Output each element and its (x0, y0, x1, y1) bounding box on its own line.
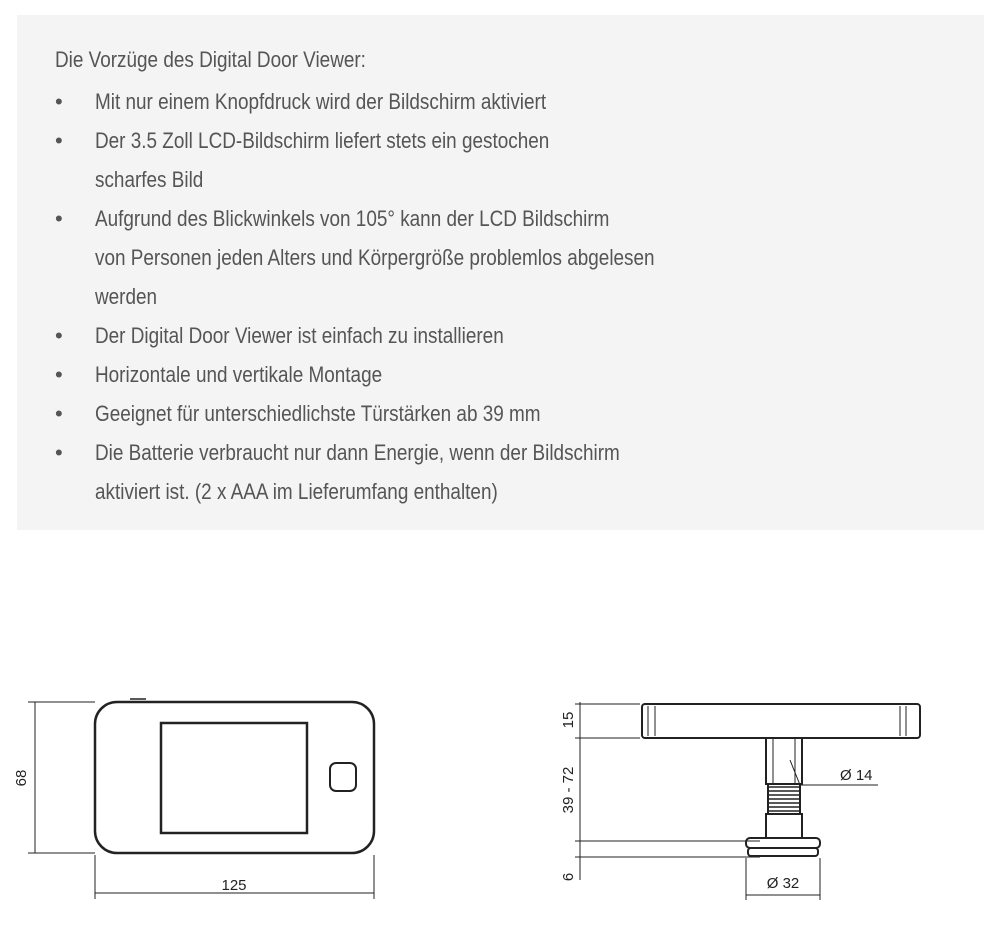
device-button (330, 763, 356, 791)
height-label: 68 (13, 769, 30, 787)
feature-text-line: aktiviert ist. (2 x AAA im Lieferumfang enthalten) (95, 479, 498, 504)
feature-text-line: Der 3.5 Zoll LCD-Bildschirm liefert stets ein gestochen (95, 128, 550, 153)
base-diameter-label: Ø 32 (766, 875, 800, 892)
feature-text-line: Horizontale und vertikale Montage (95, 362, 383, 387)
feature-text-line: Die Batterie verbraucht nur dann Energie, wenn der Bildschirm (95, 440, 620, 465)
barrel-diameter-label: Ø 14 (840, 767, 873, 784)
features-intro: Die Vorzüge des Digital Door Viewer: (55, 47, 366, 72)
feature-text-line: scharfes Bild (95, 167, 204, 192)
feature-text-line: Aufgrund des Blickwinkels von 105° kann der LCD Bildschirm (95, 206, 610, 231)
bullet-dot: • (55, 89, 63, 114)
device-body (95, 702, 374, 853)
technical-drawing (0, 560, 1000, 929)
feature-text-line: von Personen jeden Alters und Körpergröße problemlos abgelesen (95, 245, 655, 270)
bullet-dot: • (55, 128, 63, 153)
front-view (28, 699, 374, 899)
top-thickness-label: 15 (560, 711, 577, 729)
side-view (575, 702, 920, 900)
bullet-dot: • (55, 440, 63, 465)
bullet-dot: • (55, 401, 63, 426)
bottom-thickness-label: 6 (560, 872, 577, 882)
device-screen (161, 723, 307, 833)
feature-text-line: Der Digital Door Viewer ist einfach zu installieren (95, 323, 504, 348)
bullet-dot: • (55, 362, 63, 387)
housing-bar (642, 704, 920, 738)
width-label: 125 (221, 877, 247, 894)
features-box (17, 15, 984, 530)
base-flange (746, 838, 820, 848)
feature-text-line: Geeignet für unterschiedlichste Türstärken ab 39 mm (95, 401, 541, 426)
bullet-dot: • (55, 323, 63, 348)
feature-text-line: werden (95, 284, 158, 309)
feature-text-line: Mit nur einem Knopfdruck wird der Bildschirm aktiviert (95, 89, 547, 114)
door-range-label: 39 - 72 (560, 766, 577, 814)
bullet-dot: • (55, 206, 63, 231)
